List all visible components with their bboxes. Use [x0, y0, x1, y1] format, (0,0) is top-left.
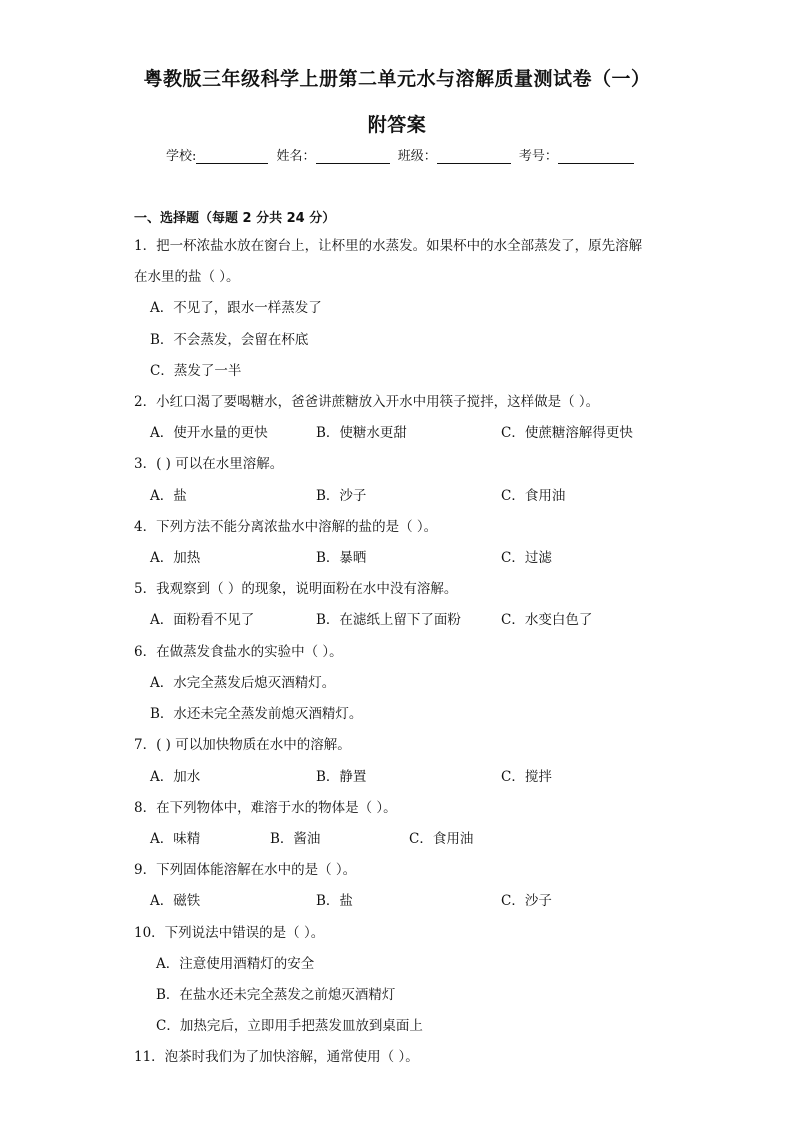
question-7-option-c: C．搅拌 — [501, 769, 552, 785]
question-4-option-b: B．暴晒 — [316, 550, 367, 566]
question-8-option-a: A．味精 — [150, 831, 201, 847]
question-10-option-b: B．在盐水还未完全蒸发之前熄灭酒精灯 — [156, 987, 396, 1003]
question-1-option-c: C．蒸发了一半 — [150, 363, 242, 379]
question-10: 10．下列说法中错误的是（ ）。 — [134, 925, 325, 941]
class-label: 班级： — [397, 149, 437, 164]
question-4-option-c: C．过滤 — [501, 550, 552, 566]
question-5-option-b: B．在滤纸上留下了面粉 — [316, 612, 461, 628]
question-1-option-b: B．不会蒸发，会留在杯底 — [150, 332, 309, 348]
number-blank — [558, 149, 634, 164]
question-5: 5．我观察到（ ）的现象，说明面粉在水中没有溶解。 — [134, 581, 458, 597]
name-label: 姓名： — [276, 149, 316, 164]
question-10-option-a: A．注意使用酒精灯的安全 — [156, 956, 315, 972]
question-8: 8．在下列物体中，难溶于水的物体是（ ）。 — [134, 800, 397, 816]
section-heading: 一、选择题（每题 2 分共 24 分） — [134, 211, 336, 226]
question-7: 7．( ) 可以加快物质在水中的溶解。 — [134, 737, 351, 753]
document-subtitle: 附答案 — [367, 114, 427, 136]
question-1-line2: 在水里的盐（ ）。 — [134, 269, 240, 285]
school-blank — [196, 149, 268, 164]
name-blank — [316, 149, 390, 164]
question-5-option-c: C．水变白色了 — [501, 612, 593, 628]
question-10-option-c: C．加热完后，立即用手把蒸发皿放到桌面上 — [156, 1018, 423, 1034]
question-2-option-b: B．使糖水更甜 — [316, 425, 407, 441]
question-3-option-b: B．沙子 — [316, 488, 367, 504]
question-6-option-a: A．水完全蒸发后熄灭酒精灯。 — [150, 675, 336, 691]
question-2-option-a: A．使开水量的更快 — [150, 425, 268, 441]
question-5-option-a: A．面粉看不见了 — [150, 612, 255, 628]
question-9-option-c: C．沙子 — [501, 893, 552, 909]
school-label: 学校: — [166, 149, 197, 164]
question-3-option-a: A．盐 — [150, 488, 187, 504]
question-9-option-a: A．磁铁 — [150, 893, 201, 909]
question-1-line1: 1．把一杯浓盐水放在窗台上，让杯里的水蒸发。如果杯中的水全部蒸发了，原先溶解 — [134, 238, 643, 254]
question-4: 4．下列方法不能分离浓盐水中溶解的盐的是（ ）。 — [134, 519, 438, 535]
question-3: 3．( ) 可以在水里溶解。 — [134, 456, 284, 472]
class-blank — [437, 149, 511, 164]
question-9-option-b: B．盐 — [316, 893, 353, 909]
question-7-option-b: B．静置 — [316, 769, 367, 785]
question-8-option-c: C．食用油 — [409, 831, 474, 847]
question-6: 6．在做蒸发食盐水的实验中（ ）。 — [134, 644, 343, 660]
document-title: 粤教版三年级科学上册第二单元水与溶解质量测试卷（一） — [143, 68, 651, 90]
question-2-option-c: C．使蔗糖溶解得更快 — [501, 425, 633, 441]
question-11: 11．泡茶时我们为了加快溶解，通常使用（ ）。 — [134, 1049, 419, 1065]
question-3-option-c: C．食用油 — [501, 488, 566, 504]
question-9: 9．下列固体能溶解在水中的是（ ）。 — [134, 862, 357, 878]
question-4-option-a: A．加热 — [150, 550, 201, 566]
question-7-option-a: A．加水 — [150, 769, 201, 785]
number-label: 考号： — [518, 149, 558, 164]
question-8-option-b: B．酱油 — [270, 831, 321, 847]
question-1-option-a: A．不见了，跟水一样蒸发了 — [150, 300, 322, 316]
question-6-option-b: B．水还未完全蒸发前熄灭酒精灯。 — [150, 706, 363, 722]
student-info-row — [166, 145, 634, 164]
question-2: 2．小红口渴了要喝糖水，爸爸讲蔗糖放入开水中用筷子搅拌，这样做是（ ）。 — [134, 394, 600, 410]
